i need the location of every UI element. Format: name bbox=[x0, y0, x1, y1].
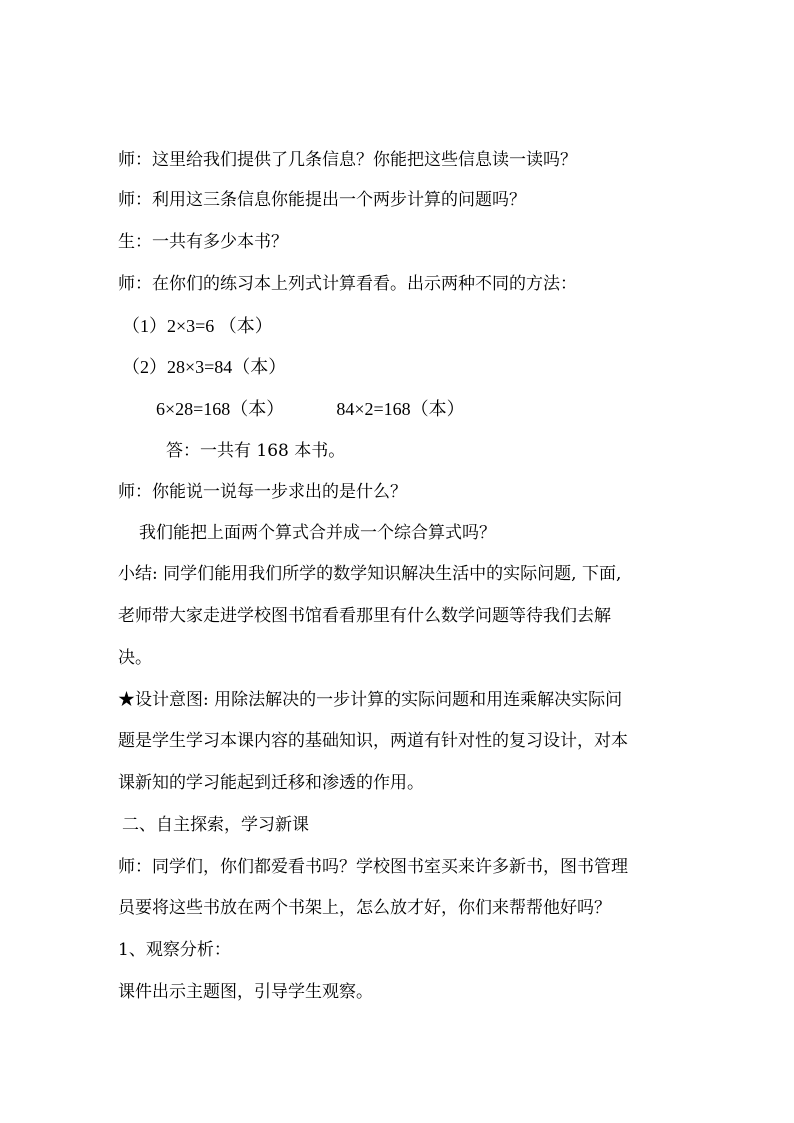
method-2-equation: （2）28×3=84（本） bbox=[122, 357, 287, 377]
design-intent-line: 题是学生学习本课内容的基础知识，两道有针对性的复习设计，对本 bbox=[118, 731, 628, 751]
dialogue-line: 师：同学们，你们都爱看书吗？学校图书室买来许多新书，图书管理 bbox=[118, 857, 628, 877]
method-1-equation: （1）2×3=6 （本） bbox=[122, 316, 273, 336]
design-intent-line: ★设计意图: 用除法解决的一步计算的实际问题和用连乘解决实际问 bbox=[118, 690, 623, 710]
answer-line: 答：一共有 168 本书。 bbox=[166, 441, 346, 461]
dialogue-line: 师：在你们的练习本上列式计算看看。出示两种不同的方法： bbox=[118, 274, 577, 294]
section-heading: 二、自主探索，学习新课 bbox=[122, 815, 309, 835]
design-intent-line: 课新知的学习能起到迁移和渗透的作用。 bbox=[118, 773, 424, 793]
dialogue-line: 师：这里给我们提供了几条信息？你能把这些信息读一读吗？ bbox=[118, 150, 577, 170]
dialogue-line: 员要将这些书放在两个书架上，怎么放才好，你们来帮帮他好吗？ bbox=[118, 898, 611, 918]
method-1-result-equation bbox=[156, 398, 465, 420]
equation-6x28: 6×28=168（本） bbox=[156, 399, 285, 419]
question-line: 我们能把上面两个算式合并成一个综合算式吗？ bbox=[139, 523, 496, 543]
dialogue-line: 师：利用这三条信息你能提出一个两步计算的问题吗？ bbox=[118, 190, 526, 210]
equation-84x2: 84×2=168（本） bbox=[336, 399, 465, 419]
summary-line: 决。 bbox=[118, 648, 152, 668]
summary-line: 小结: 同学们能用我们所学的数学知识解决生活中的实际问题, 下面, bbox=[118, 564, 622, 584]
dialogue-line: 师：你能说一说每一步求出的是什么？ bbox=[118, 482, 407, 502]
instruction-line: 课件出示主题图，引导学生观察。 bbox=[118, 982, 373, 1002]
summary-line: 老师带大家走进学校图书馆看看那里有什么数学问题等待我们去解 bbox=[118, 606, 611, 626]
dialogue-line: 生：一共有多少本书？ bbox=[118, 232, 288, 252]
subsection-heading: 1、观察分析： bbox=[118, 940, 231, 960]
